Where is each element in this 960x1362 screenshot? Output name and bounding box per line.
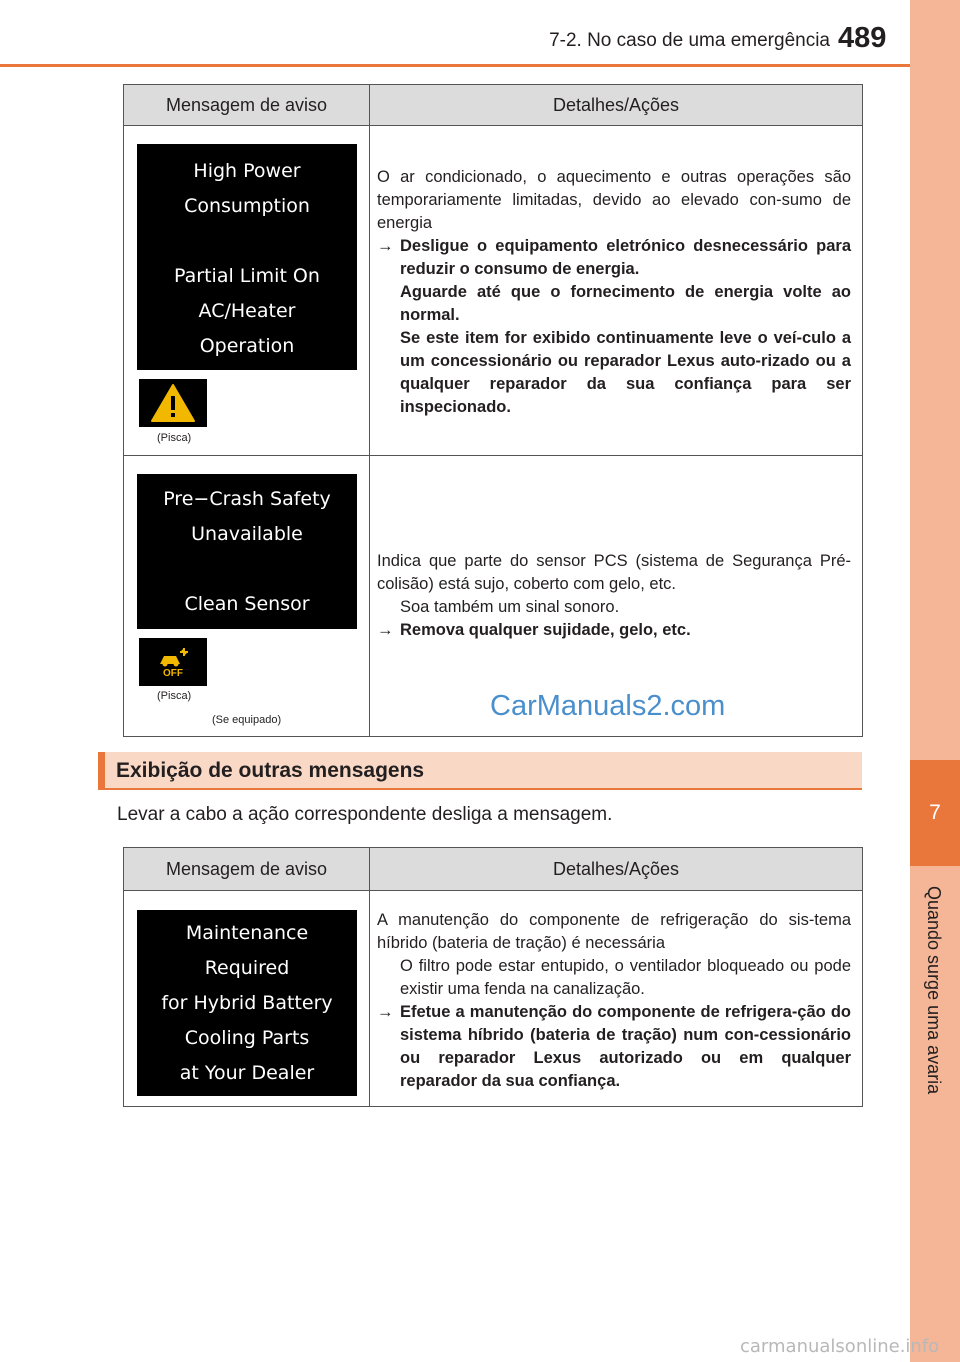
warning-table-1 [123,84,863,737]
action-text: Aguarde até que o fornecimento de energia volte ao normal. [400,283,851,324]
sub-description: Soa também um sinal sonoro. [400,598,620,616]
message-cell [124,891,370,1106]
screen-line: High Power [193,160,301,182]
arrow-icon: → [377,1003,394,1021]
display-screen [137,144,357,370]
column-header-details: Detalhes/Ações [552,94,680,115]
message-cell [124,456,370,736]
screen-line: Maintenance [185,922,309,944]
warning-table-2 [123,847,863,1107]
description: A manutenção do componente de refrigeração do sis-tema híbrido (bateria de tração) é necessária [377,911,851,952]
pcs-off-icon [139,638,207,686]
screen-line: at Your Dealer [179,1062,315,1084]
chapter-number-tab: 7 [910,760,960,866]
warning-triangle-icon [139,379,207,427]
screen-line: Cooling Parts [184,1027,310,1049]
section-heading-text: Exibição de outras mensagens [116,759,425,782]
screen-line: Partial Limit On [174,265,320,287]
details-cell [370,891,862,1106]
side-tab-background [910,0,960,1362]
screen-line: for Hybrid Battery [161,992,333,1014]
screen-line: Pre−Crash Safety [163,488,331,510]
table-header [124,848,862,891]
description: O ar condicionado, o aquecimento e outras operações são temporariamente limitadas, devido ao elevado con-sumo de energia [377,168,851,232]
section-title: 7-2. No caso de uma emergência [549,30,830,51]
arrow-icon: → [377,237,394,255]
action-text: Desligue o equipamento eletrónico desnecessário para reduzir o consumo de energia. [400,237,851,278]
sub-description: O filtro pode estar entupido, o ventilador bloqueado ou pode existir uma fenda na canalização. [400,957,851,998]
display-screen [137,474,357,629]
action-text: Se este item for exibido continuamente leve o veí-culo a um concessionário ou reparador Lexus auto-rizado ou a qualquer reparador da sua confiança para ser inspecionado. [400,329,851,416]
screen-line: AC/Heater [198,300,296,322]
screen-line [137,224,357,259]
blink-note: (Pisca) [157,690,192,702]
column-header-message: Mensagem de aviso [124,848,370,890]
display-screen [137,910,357,1096]
watermark-carmanuals2: CarManuals2.com [490,690,726,722]
screen-line: Required [204,957,290,979]
page-number: 489 [838,22,887,54]
screen-line [137,552,357,587]
column-header-message: Mensagem de aviso [124,85,370,125]
details-cell [370,126,862,455]
header-rule [0,64,910,67]
heading-accent-bar [98,752,105,790]
action-text: Remova qualquer sujidade, gelo, etc. [400,621,691,639]
section-heading [98,752,862,790]
table-row [124,126,862,456]
description: Indica que parte do sensor PCS (sistema de Segurança Pré-colisão) está sujo, coberto com gelo, etc. [377,552,851,593]
message-cell [124,126,370,455]
icon-label: OFF [163,667,183,679]
table-header [124,85,862,126]
table-row [124,891,862,1106]
screen-line: Consumption [184,195,310,217]
action-text: Efetue a manutenção do componente de refrigera-ção do sistema híbrido (bateria de tração) num con-cessionário ou reparador Lexus autorizado ou em qualquer reparador da sua confiança. [400,1003,851,1090]
column-header-details: Detalhes/Ações [552,858,680,879]
equipped-note: (Se equipado) [212,714,282,726]
chapter-title: Quando surge uma avaria [924,886,944,1095]
arrow-icon: → [377,621,394,639]
screen-line: Operation [199,335,295,357]
watermark-carmanualsonline: carmanualsonline.info [740,1336,940,1357]
blink-note: (Pisca) [157,432,192,444]
screen-line: Unavailable [191,523,303,545]
screen-line: Clean Sensor [184,593,310,615]
section-intro: Levar a cabo a ação correspondente desliga a mensagem. [117,804,613,825]
